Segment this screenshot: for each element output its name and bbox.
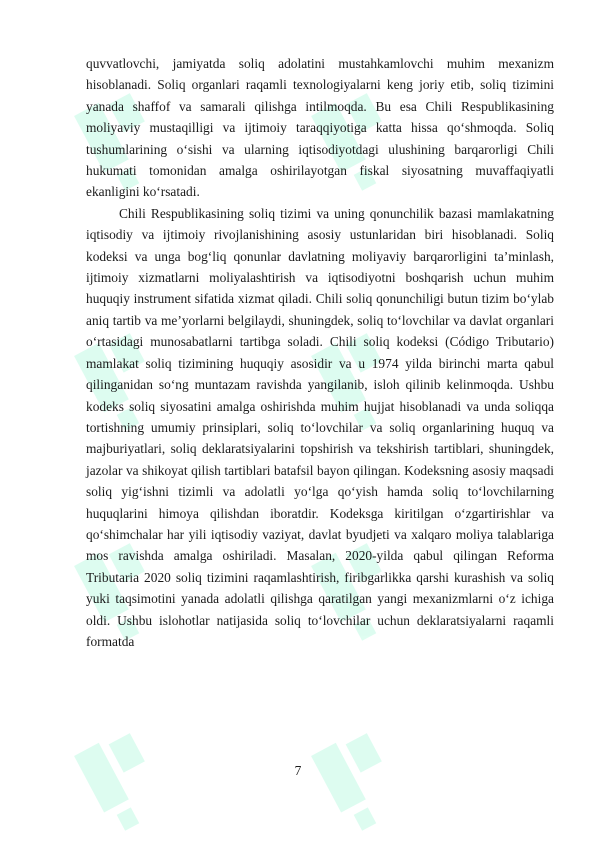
page-number: 7 [294, 763, 302, 778]
watermark-mark [311, 728, 406, 836]
watermark-mark [74, 728, 169, 836]
paragraph-2: Chili Respublikasining soliq tizimi va uning qonunchilik bazasi mamlakatning iqtisodiy va ijtimoiy rivojlanishining asosiy ustunlaridan biri hisoblanadi. Soliq kodeksi va unga bog‘liq qonunlar davlatning moliyaviy barqarorligini ta’minlash, ijtimoiy xizmatlarni moliyalashtirish va iqtisodiyotni boshqarish uchun muhim huquqiy instrument sifatida xizmat qiladi. Chili soliq qonunchiligi butun tizim bo‘ylab aniq tartib va me’yorlarni belgilaydi, shuningdek, soliq to‘lovchilar va davlat organlari o‘rtasidagi munosabatlarni tartibga soladi. Chili soliq kodeksi (Código Tributario) mamlakat soliq tizimining huquqiy asosidir va u 1974 yilda birinchi marta qabul qilinganidan so‘ng muntazam ravishda yangilanib, isloh qilinib kelinmoqda. Ushbu kodeks soliq siyosatini amalga oshirishda muhim hujjat hisoblanadi va unda soliqqa tortishning umumiy prinsiplari, soliq to‘lovchilar va soliq organlarining huquq va majburiyatlari, soliq deklaratsiyalarini topshirish va tekshirish tartiblari, shuningdek, jazolar va shikoyat qilish tartiblari batafsil bayon qilingan. Kodeksning asosiy maqsadi soliq yig‘ishni tizimli va adolatli yo‘lga qo‘yish hamda soliq to‘lovchilarning huquqlarini himoya qilishdan iboratdir. Kodeksga kiritilgan o‘zgartirishlar va qo‘shimchalar har yili iqtisodiy vaziyat, davlat byudjeti va xalqaro moliya talablariga mos ravishda amalga oshiriladi. Masalan, 2020-yilda qabul qilingan Reforma Tributaria 2020 soliq tizimini raqamlashtirish, firibgarlikka qarshi kurashish va soliq yuki taqsimotini yanada adolatli qilishga qaratilgan yangi mexanizmlarni o‘z ichiga oldi. Ushbu islohotlar natijasida soliq to‘lovchilar uchun deklaratsiyalarni raqamli formatda [86, 205, 554, 649]
paragraph-1: quvvatlovchi, jamiyatda soliq adolatini mustahkamlovchi muhim mexanizm hisoblanadi. Soliq organlari raqamli texnologiyalarni keng joriy etib, soliq tizimini yanada shaffof va samarali qilishga intilmoqda. Bu esa Chili Respublikasining moliyaviy mustaqilligi va ijtimoiy taraqqiyotiga katta hissa qo‘shmoqda. Soliq tushumlarining o‘sishi va ularning iqtisodiyotdagi ulushining barqarorligi Chili hukumati tomonidan amalga oshirilayotgan fiskal siyosatning muvaffaqiyatli ekanligini ko‘rsatadi. [86, 56, 554, 200]
body-text [86, 53, 554, 652]
